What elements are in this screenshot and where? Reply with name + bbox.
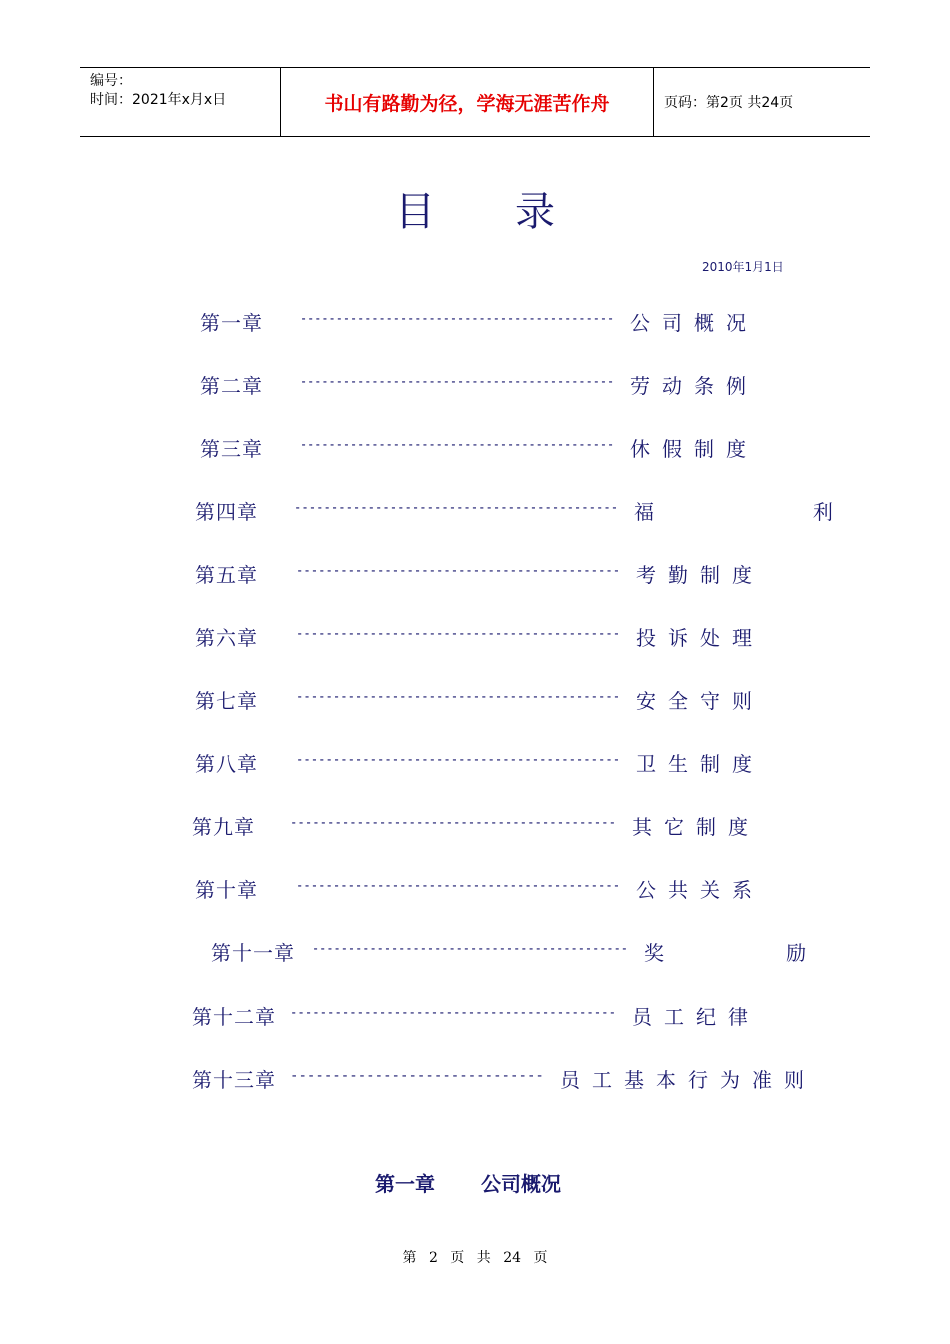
toc-leader-dashes: -------------------------------------------- [296, 689, 621, 705]
toc-chapter-label: 第七章 [195, 689, 258, 713]
header-table [80, 67, 870, 137]
toc-chapter-label: 第八章 [195, 752, 258, 776]
toc-chapter-label: 第四章 [195, 500, 258, 524]
toc-row [0, 559, 900, 589]
document-title: 目录 [395, 189, 635, 235]
toc-row [0, 874, 900, 904]
toc-chapter-label: 第十章 [195, 878, 258, 902]
page-info-text: 页码：第2页 共24页 [664, 95, 794, 111]
toc-row [0, 622, 900, 652]
toc-row [0, 433, 900, 463]
toc-leader-dashes: -------------------------------------------- [300, 374, 615, 390]
motto-cell [281, 68, 654, 136]
motto-text: 书山有路勤为径，学海无涯苦作舟 [324, 92, 610, 115]
toc-leader-dashes: -------------------------------------------- [296, 626, 621, 642]
toc-row [0, 307, 900, 337]
toc-leader-dashes: -------------------------------------------- [312, 941, 628, 957]
toc-chapter-title: 劳动条例 [630, 374, 758, 398]
toc-chapter-title: 其它制度 [632, 815, 760, 839]
toc-chapter-title: 投诉处理 [636, 626, 764, 650]
toc-chapter-label: 第五章 [195, 563, 258, 587]
toc-row [0, 1001, 900, 1031]
toc-leader-dashes: ------------------------------ [290, 1068, 544, 1084]
toc-leader-dashes: -------------------------------------------- [290, 1005, 616, 1021]
toc-chapter-title: 安全守则 [636, 689, 764, 713]
toc-chapter-label: 第十三章 [192, 1068, 276, 1092]
toc-chapter-label: 第十一章 [211, 941, 295, 965]
toc-leader-dashes: -------------------------------------------- [290, 815, 616, 831]
toc-row [0, 496, 900, 526]
toc-chapter-label: 第十二章 [192, 1005, 276, 1029]
section-heading [375, 1168, 561, 1197]
toc-row [0, 1064, 900, 1094]
page-info-cell [654, 68, 870, 136]
toc-chapter-label: 第三章 [200, 437, 263, 461]
toc-chapter-title: 员工纪律 [632, 1005, 760, 1029]
toc-leader-dashes: -------------------------------------------- [300, 437, 615, 453]
toc-chapter-title: 员工基本行为准则 [560, 1068, 816, 1092]
toc-row [0, 811, 900, 841]
document-date: 2010年1月1日 [702, 260, 784, 274]
toc-chapter-title: 公共关系 [636, 878, 764, 902]
toc-leader-dashes: -------------------------------------------- [296, 563, 621, 579]
number-label: 编号： [90, 73, 132, 89]
toc-row [0, 370, 900, 400]
toc-row [0, 748, 900, 778]
toc-chapter-title: 休假制度 [630, 437, 758, 461]
toc-chapter-title: 奖 励 [644, 941, 819, 965]
toc-leader-dashes: -------------------------------------------- [296, 752, 621, 768]
page-footer: 第 2 页 共 24 页 [402, 1250, 548, 1266]
toc-chapter-title: 公司概况 [630, 311, 758, 335]
toc-row [0, 685, 900, 715]
toc-chapter-title: 卫生制度 [636, 752, 764, 776]
time-label: 时间：2021年x月x日 [90, 92, 227, 108]
toc-chapter-title: 福 利 [634, 500, 845, 524]
section-title: 公司概况 [481, 1172, 561, 1196]
toc-chapter-label: 第二章 [200, 374, 263, 398]
section-chapter: 第一章 [375, 1172, 435, 1196]
toc-leader-dashes: -------------------------------------------- [300, 311, 615, 327]
toc-row [0, 937, 900, 967]
toc-chapter-title: 考勤制度 [636, 563, 764, 587]
toc-chapter-label: 第九章 [192, 815, 255, 839]
toc-leader-dashes: -------------------------------------------- [296, 878, 621, 894]
header-meta-cell [80, 68, 281, 136]
toc-chapter-label: 第六章 [195, 626, 258, 650]
toc-chapter-label: 第一章 [200, 311, 263, 335]
toc-leader-dashes: -------------------------------------------- [294, 500, 619, 516]
